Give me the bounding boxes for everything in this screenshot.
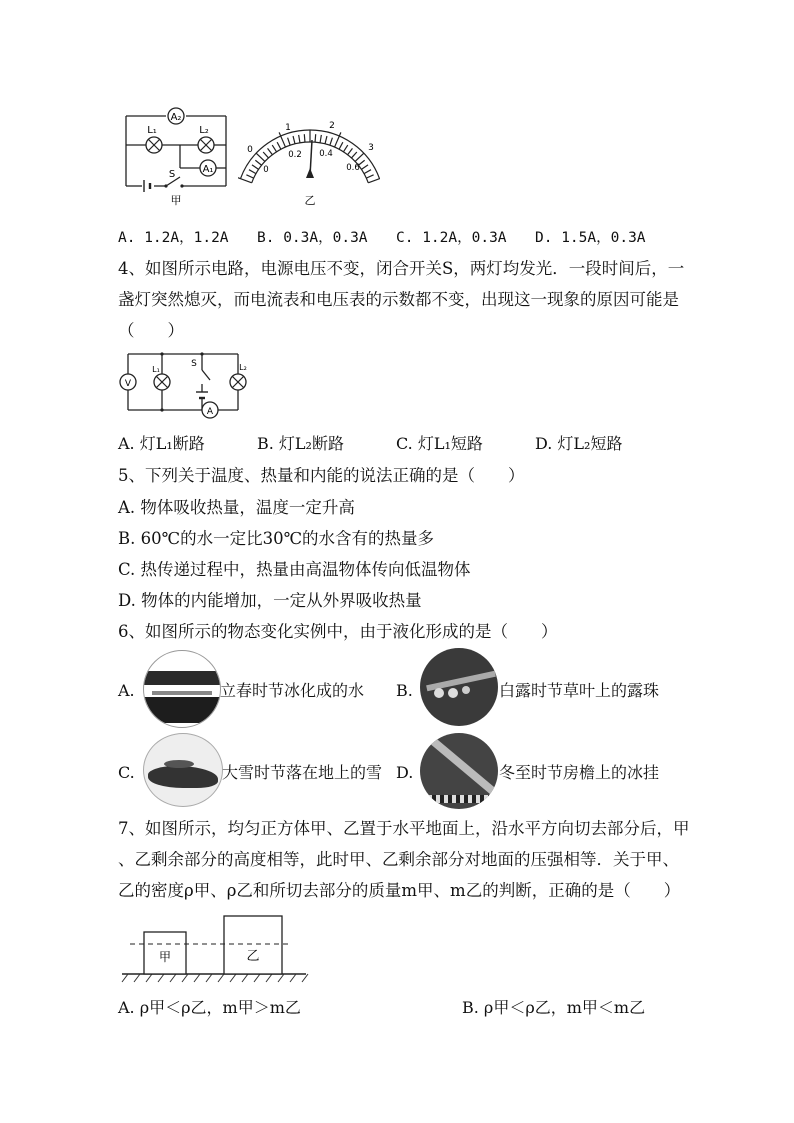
dial-tick	[293, 136, 295, 144]
figure-jia-caption: 甲	[170, 194, 182, 207]
cube-yi-label: 乙	[246, 949, 260, 964]
ammeter-dial-yi	[238, 112, 380, 210]
q6-option-d-letter[interactable]: D.	[396, 763, 414, 782]
cube-jia-label: 甲	[158, 950, 172, 964]
q7-option-b[interactable]: B. ρ甲＜ρ乙，m甲＜m乙	[462, 998, 646, 1017]
dial-tick	[343, 145, 347, 152]
q7-option-a[interactable]: A. ρ甲＜ρ乙，m甲＞m乙	[118, 998, 301, 1017]
lamp-l2-label: L₂	[239, 363, 247, 372]
dial-tick	[288, 138, 291, 146]
dial-tick	[366, 175, 373, 178]
dial-bottom-0-4: 0.4	[319, 149, 333, 159]
ammeter-a1-label: A₁	[202, 164, 214, 175]
q6-stem: 6、如图所示的物态变化实例中，由于液化形成的是（ ）	[118, 622, 558, 641]
q4-stem-line-2: 盏灯突然熄灭，而电流表和电压表的示数都不变，出现这一现象的原因可能是	[118, 290, 679, 309]
ammeter-label: A	[206, 407, 214, 417]
dial-tick	[351, 152, 356, 158]
dial-tick	[304, 134, 305, 142]
q3-option-b[interactable]: B. 0.3A，0.3A	[257, 230, 368, 246]
q6-option-b-caption[interactable]: 白露时节草叶上的露珠	[499, 681, 660, 700]
q6-photo-d	[420, 733, 498, 809]
dial-tick	[299, 135, 300, 143]
q3-option-d[interactable]: D. 1.5A，0.3A	[535, 230, 646, 246]
q4-option-d[interactable]: D. 灯L₂短路	[535, 434, 623, 453]
dial-tick	[315, 134, 316, 142]
dial-tick	[330, 138, 333, 146]
dial-tick	[252, 165, 259, 169]
q5-option-b[interactable]: B. 60℃的水一定比30℃的水含有的热量多	[118, 529, 435, 548]
circuit-diagram-q4	[118, 348, 250, 420]
dial-tick	[348, 148, 353, 154]
q6-option-d-caption[interactable]: 冬至时节房檐上的冰挂	[499, 763, 660, 782]
dial-tick	[238, 177, 252, 182]
voltmeter-label: V	[124, 379, 132, 389]
q6-photo-c	[143, 733, 223, 807]
q6-photo-a	[143, 650, 221, 728]
q7-stem-line-1: 7、如图所示，均匀正方体甲、乙置于水平地面上，沿水平方向切去部分后，甲	[118, 819, 690, 838]
dial-tick	[368, 177, 380, 182]
q5-option-c[interactable]: C. 热传递过程中，热量由高温物体传向低温物体	[118, 560, 471, 579]
q5-option-d[interactable]: D. 物体的内能增加，一定从外界吸收热量	[118, 591, 422, 610]
lamp-l2-label: L₂	[199, 125, 209, 136]
switch-s-label: S	[168, 169, 176, 180]
q6-option-a-caption[interactable]: 立春时节冰化成的水	[220, 681, 365, 700]
dial-top-2: 2	[329, 121, 335, 131]
q4-option-c[interactable]: C. 灯L₁短路	[396, 434, 483, 453]
switch-s-label: S	[191, 359, 197, 369]
dial-tick	[263, 152, 268, 158]
dial-tick	[325, 136, 327, 144]
dial-tick	[355, 153, 364, 161]
dial-top-1: 1	[285, 123, 291, 133]
dial-tick	[277, 142, 281, 149]
dial-tick	[364, 170, 371, 174]
q3-option-c[interactable]: C. 1.2A，0.3A	[396, 230, 507, 246]
dial-bottom-0: 0	[263, 165, 269, 175]
dial-tick	[361, 165, 368, 169]
q6-option-b-letter[interactable]: B.	[396, 681, 413, 700]
q6-option-c-letter[interactable]: C.	[118, 763, 135, 782]
dial-top-0: 0	[247, 145, 253, 155]
q5-stem: 5、下列关于温度、热量和内能的说法正确的是（ ）	[118, 466, 525, 485]
q5-option-a[interactable]: A. 物体吸收热量，温度一定升高	[118, 498, 355, 517]
q3-option-a[interactable]: A. 1.2A，1.2A	[118, 230, 229, 246]
q6-option-a-letter[interactable]: A.	[118, 681, 135, 700]
dial-tick	[320, 135, 321, 143]
lamp-l1-label: L₁	[147, 125, 157, 136]
q4-stem-line-1: 4、如图所示电路，电源电压不变，闭合开关S，两灯均发光．一段时间后，一	[118, 259, 685, 278]
lamp-l1-label: L₁	[152, 365, 160, 374]
dial-top-3: 3	[368, 143, 374, 153]
dial-tick	[272, 145, 276, 152]
ammeter-a2-label: A₂	[170, 112, 182, 123]
cubes-diagram	[118, 912, 310, 984]
dial-bottom-0-6: 0.6	[346, 163, 360, 173]
dial-tick	[256, 153, 265, 161]
q6-photo-b	[420, 648, 498, 726]
dial-tick	[249, 170, 256, 174]
circuit-diagram-jia	[118, 104, 238, 208]
q7-stem-line-3: 乙的密度ρ甲、ρ乙和所切去部分的质量m甲、m乙的判断，正确的是（ ）	[118, 881, 681, 900]
figure-yi-caption: 乙	[304, 194, 316, 207]
q6-option-c-caption[interactable]: 大雪时节落在地上的雪	[222, 763, 383, 782]
q4-option-a[interactable]: A. 灯L₁断路	[118, 434, 205, 453]
q4-option-b[interactable]: B. 灯L₂断路	[257, 434, 344, 453]
dial-tick	[268, 148, 273, 154]
dial-tick	[339, 142, 343, 149]
q4-stem-line-3: （ ）	[118, 321, 184, 340]
q7-stem-line-2: 、乙剩余部分的高度相等，此时甲、乙剩余部分对地面的压强相等．关于甲、	[118, 850, 679, 869]
dial-tick	[246, 175, 253, 178]
dial-bottom-0-2: 0.2	[288, 150, 302, 160]
dial-tick	[255, 160, 261, 165]
